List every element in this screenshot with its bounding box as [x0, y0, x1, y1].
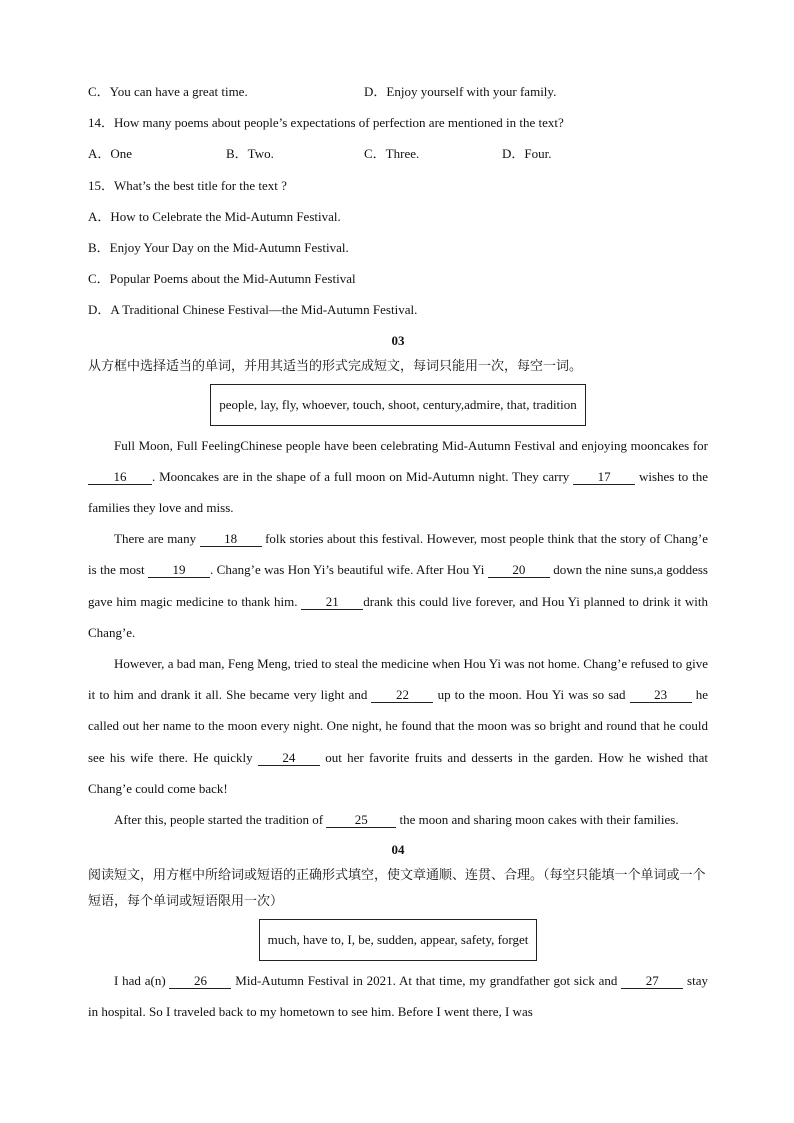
text-run: out her favorite fruits and desserts in the garden. How he wished that Chang’e could come back!	[88, 749, 708, 796]
text-run: down the nine suns,a goddess gave him magic medicine to thank him.	[88, 562, 708, 609]
section-03-number: 03	[391, 332, 405, 348]
blank-17[interactable]: 17	[573, 470, 635, 485]
blank-26[interactable]: 26	[169, 974, 231, 989]
text-run: . Chang’e was Hon Yi’s beautiful wife. After Hou Yi	[210, 562, 488, 578]
section-03-paragraph-1	[88, 430, 708, 524]
section-04-wordbox-wrap	[88, 919, 708, 961]
text-run: up to the moon. Hou Yi was so sad	[433, 687, 630, 703]
text-run: the moon and sharing moon cakes with their families.	[396, 812, 679, 828]
blank-23[interactable]: 23	[630, 688, 692, 703]
q14-option-b: B．Two.	[226, 146, 274, 162]
q14-options	[88, 138, 708, 169]
section-03-paragraph-4	[88, 804, 708, 835]
q13-options	[88, 76, 708, 107]
q15-option-d: D．A Traditional Chinese Festival—the Mid-Autumn Festival.	[88, 302, 418, 318]
text-run: folk stories about this festival. However, most people think that the story of Chang’e is the most	[88, 531, 708, 578]
text-run: Full Moon, Full FeelingChinese people have been celebrating Mid-Autumn Festival and enjoying mooncakes for	[114, 437, 708, 453]
section-03-word-box: people, lay, fly, whoever, touch, shoot, century,admire, that, tradition	[210, 384, 586, 426]
section-03-paragraph-2	[88, 523, 708, 648]
text-run: Mid-Autumn Festival in 2021. At that time, my grandfather got sick and	[231, 973, 622, 989]
text-run: After this, people started the tradition of	[114, 812, 327, 828]
q14-option-c: C．Three.	[364, 146, 420, 162]
q15-question: 15．What’s the best title for the text ?	[88, 177, 287, 193]
q14-option-d: D．Four.	[502, 146, 552, 162]
text-run: There are many	[114, 531, 200, 547]
blank-20[interactable]: 20	[488, 563, 550, 578]
blank-27[interactable]: 27	[621, 974, 683, 989]
blank-22[interactable]: 22	[371, 688, 433, 703]
text-run: wishes to the families they love and miss.	[88, 468, 708, 516]
blank-21[interactable]: 21	[301, 595, 363, 610]
text-run: stay in hospital. So I traveled back to my hometown to see him. Before I went there, I was	[88, 973, 708, 1020]
text-run: . Mooncakes are in the shape of a full moon on Mid-Autumn night. They carry	[152, 468, 574, 484]
q15-option-c: C．Popular Poems about the Mid-Autumn Festival	[88, 271, 356, 287]
section-04-number: 04	[391, 842, 405, 858]
section-03-paragraph-3	[88, 648, 708, 804]
text-run: I had a(n)	[114, 973, 170, 989]
blank-24[interactable]: 24	[258, 751, 320, 766]
section-04-paragraph-1	[88, 965, 708, 1027]
q14-question: 14．How many poems about people’s expectations of perfection are mentioned in the text?	[88, 115, 564, 131]
blank-19[interactable]: 19	[148, 563, 210, 578]
q14-option-a: A．One	[88, 146, 133, 162]
blank-16[interactable]: 16	[88, 470, 152, 485]
blank-18[interactable]: 18	[200, 532, 262, 547]
text-run: drank this could live forever, and Hou Yi planned to drink it with Chang’e.	[88, 593, 709, 640]
q13-option-c: C．You can have a great time.	[88, 84, 248, 99]
section-03-wordbox-wrap	[88, 384, 708, 426]
blank-25[interactable]: 25	[326, 813, 396, 828]
exam-page	[88, 76, 708, 1028]
text-run: he called out her name to the moon every night. One night, he found that the moon was so bright and round that he could see his wife there. He quickly	[88, 687, 708, 765]
section-03-instruction: 从方框中选择适当的单词，并用其适当的形式完成短文，每词只能用一次，每空一词。	[88, 358, 583, 374]
q15-option-a: A．How to Celebrate the Mid-Autumn Festival.	[88, 208, 341, 224]
q15-option-b: B．Enjoy Your Day on the Mid-Autumn Festival.	[88, 240, 349, 256]
section-04-word-box: much, have to, I, be, sudden, appear, safety, forget	[259, 919, 538, 961]
section-04-instruction: 阅读短文，用方框中所给词或短语的正确形式填空，使文章通顺、连贯、合理。（每空只能填一个单词或一个短语，每个单词或短语限用一次）	[88, 868, 706, 910]
q13-option-d: D．Enjoy yourself with your family.	[364, 84, 557, 99]
text-run: However, a bad man, Feng Meng, tried to steal the medicine when Hou Yi was not home. Chang’e refused to give it to him and drank it all. She became very light and	[88, 656, 708, 703]
